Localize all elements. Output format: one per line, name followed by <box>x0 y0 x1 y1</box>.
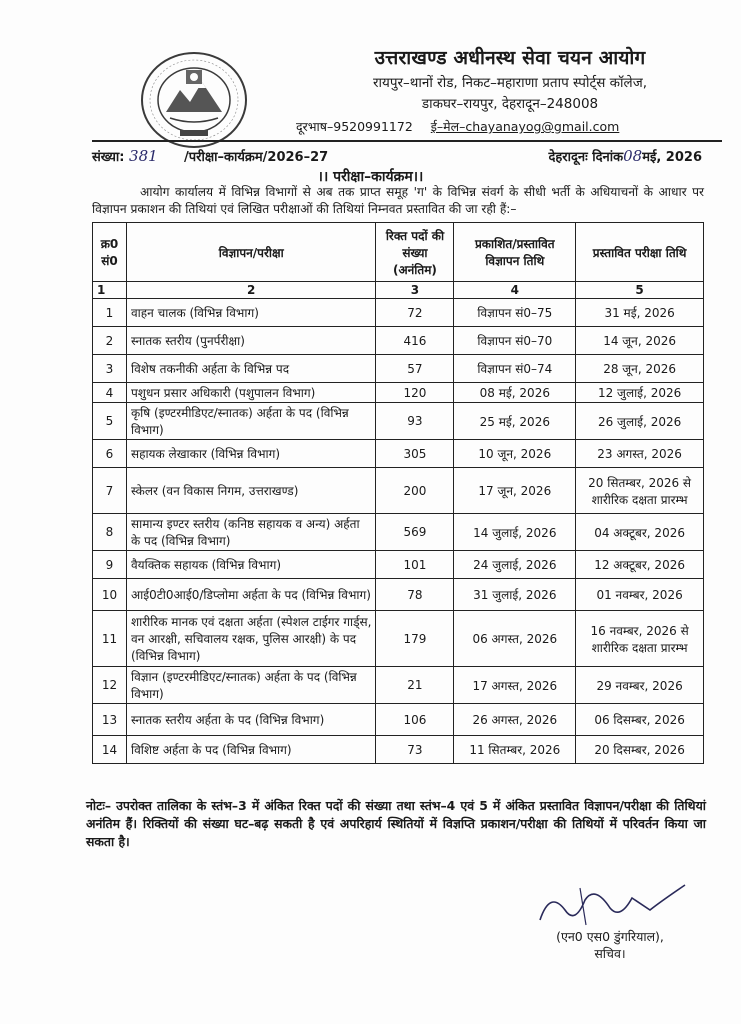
vacancy-cell: 120 <box>376 383 454 403</box>
vacancy-cell: 416 <box>376 327 454 355</box>
advt-date-cell: 08 मई, 2026 <box>454 383 576 403</box>
table-row <box>93 514 704 551</box>
table-row <box>93 355 704 383</box>
serial-cell: 5 <box>93 403 127 440</box>
exam-date-cell: 20 सितम्बर, 2026 से शारीरिक दक्षता प्रारम्भ <box>576 468 704 514</box>
exam-date-cell: 14 जून, 2026 <box>576 327 704 355</box>
advt-date-cell: 14 जुलाई, 2026 <box>454 514 576 551</box>
address-line-1: रायपुर–थानों रोड, निकट–महाराणा प्रताप स्पोर्ट्स कॉलेज, <box>372 75 648 91</box>
commission-title: उत्तराखण्ड अधीनस्थ सेवा चयन आयोग <box>374 47 646 69</box>
exam-name-cell: विशेष तकनीकी अर्हता के विभिन्न पद <box>126 355 376 383</box>
address-line-2: डाकघर–रायपुर, देहरादून–248008 <box>421 96 599 112</box>
exam-name-cell: विज्ञान (इण्टरमीडिएट/स्नातक) अर्हता के पद (विभिन्न विभाग) <box>126 667 376 704</box>
header-serial: क्र0 सं0 <box>93 223 127 282</box>
email-address: ई–मेल–chayanayog@gmail.com <box>430 119 620 134</box>
table-row <box>93 551 704 579</box>
header-divider <box>92 140 722 142</box>
table-row <box>93 704 704 736</box>
vacancy-cell: 93 <box>376 403 454 440</box>
table-row <box>93 327 704 355</box>
table-row <box>93 667 704 704</box>
advt-date-cell: 06 अगस्त, 2026 <box>454 611 576 667</box>
exam-date-cell: 12 अक्टूबर, 2026 <box>576 551 704 579</box>
footnote: नोटः– उपरोक्त तालिका के स्तंभ–3 में अंकित रिक्त पदों की संख्या तथा स्तंभ–4 एवं 5 में अंकित प्रस्तावित विज्ञापन/परीक्षा की तिथियां अनंतिम हैं। रिक्तियों की संख्या घट–बढ़ सकती है एवं अपरिहार्य स्थितियों में विज्ञप्ति प्रकाशन/परीक्षा की तिथियों में परिवर्तन किया जा सकता है। <box>86 798 706 849</box>
signatory-designation: सचिव। <box>594 946 626 961</box>
column-number: 3 <box>376 282 454 299</box>
table-header-row <box>93 223 704 282</box>
exam-name-cell: स्केलर (वन विकास निगम, उत्तराखण्ड) <box>126 468 376 514</box>
serial-cell: 6 <box>93 440 127 468</box>
intro-paragraph: आयोग कार्यालय में विभिन्न विभागों से अब तक प्राप्त समूह 'ग' के विभिन्न संवर्ग के सीधी भर्ती के अधियाचनों के आधार पर विज्ञापन प्रकाशन की तिथियां एवं लिखित परीक्षाओं की तिथियां निम्नवत प्रस्तावित की जा रही हैं:– <box>92 185 704 216</box>
program-code: /परीक्षा–कार्यक्रम/2026–27 <box>184 150 329 165</box>
vacancy-cell: 57 <box>376 355 454 383</box>
exam-name-cell: आई0टी0आई0/डिप्लोमा अर्हता के पद (विभिन्न विभाग) <box>126 579 376 611</box>
table-row <box>93 440 704 468</box>
serial-cell: 12 <box>93 667 127 704</box>
advt-date-cell: 31 जुलाई, 2026 <box>454 579 576 611</box>
number-value: 381 <box>129 147 158 165</box>
date-rest: मई, 2026 <box>642 150 702 165</box>
exam-name-cell: स्नातक स्तरीय (पुनर्परीक्षा) <box>126 327 376 355</box>
serial-cell: 10 <box>93 579 127 611</box>
exam-name-cell: पशुधन प्रसार अधिकारी (पशुपालन विभाग) <box>126 383 376 403</box>
date-prefix: देहरादूनः दिनांक <box>548 150 624 165</box>
serial-cell: 2 <box>93 327 127 355</box>
exam-date-cell: 26 जुलाई, 2026 <box>576 403 704 440</box>
advt-date-cell: विज्ञापन सं0–75 <box>454 299 576 327</box>
advt-date-cell: 26 अगस्त, 2026 <box>454 704 576 736</box>
handwritten-signature-icon <box>520 880 690 930</box>
exam-date-cell: 01 नवम्बर, 2026 <box>576 579 704 611</box>
column-number: 2 <box>126 282 376 299</box>
column-number: 5 <box>576 282 704 299</box>
vacancy-cell: 101 <box>376 551 454 579</box>
table-row <box>93 579 704 611</box>
vacancy-cell: 21 <box>376 667 454 704</box>
date-day: 08 <box>623 147 643 165</box>
vacancy-cell: 106 <box>376 704 454 736</box>
table-row <box>93 383 704 403</box>
vacancy-cell: 200 <box>376 468 454 514</box>
exam-date-cell: 12 जुलाई, 2026 <box>576 383 704 403</box>
serial-cell: 11 <box>93 611 127 667</box>
exam-name-cell: सामान्य इण्टर स्तरीय (कनिष्ठ सहायक व अन्य) अर्हता के पद (विभिन्न विभाग) <box>126 514 376 551</box>
advt-date-cell: विज्ञापन सं0–74 <box>454 355 576 383</box>
vacancy-cell: 179 <box>376 611 454 667</box>
letterhead <box>300 44 720 112</box>
table-row <box>93 468 704 514</box>
exam-name-cell: कृषि (इण्टरमीडिएट/स्नातक) अर्हता के पद (विभिन्न विभाग) <box>126 403 376 440</box>
column-number: 4 <box>454 282 576 299</box>
advt-date-cell: 17 अगस्त, 2026 <box>454 667 576 704</box>
letter-date <box>548 147 702 165</box>
advt-date-cell: विज्ञापन सं0–70 <box>454 327 576 355</box>
exam-date-cell: 31 मई, 2026 <box>576 299 704 327</box>
table-row <box>93 403 704 440</box>
table-row <box>93 611 704 667</box>
serial-cell: 9 <box>93 551 127 579</box>
advt-date-cell: 10 जून, 2026 <box>454 440 576 468</box>
exam-name-cell: विशिष्ट अर्हता के पद (विभिन्न विभाग) <box>126 736 376 764</box>
table-row <box>93 299 704 327</box>
signatory-block <box>510 928 710 962</box>
commission-seal-icon <box>140 50 248 150</box>
serial-cell: 1 <box>93 299 127 327</box>
serial-cell: 14 <box>93 736 127 764</box>
number-label: संख्या: <box>92 150 125 165</box>
serial-cell: 7 <box>93 468 127 514</box>
header-exam-date: प्रस्तावित परीक्षा तिथि <box>576 223 704 282</box>
vacancy-cell: 569 <box>376 514 454 551</box>
exam-date-cell: 23 अगस्त, 2026 <box>576 440 704 468</box>
phone-number: दूरभाष–9520991172 <box>296 119 413 134</box>
exam-date-cell: 20 दिसम्बर, 2026 <box>576 736 704 764</box>
vacancy-cell: 305 <box>376 440 454 468</box>
exam-name-cell: वैयक्तिक सहायक (विभिन्न विभाग) <box>126 551 376 579</box>
exam-schedule-table <box>92 222 704 764</box>
serial-cell: 3 <box>93 355 127 383</box>
exam-date-cell: 28 जून, 2026 <box>576 355 704 383</box>
advt-date-cell: 11 सितम्बर, 2026 <box>454 736 576 764</box>
header-vacancies: रिक्त पदों की संख्या (अनंतिम) <box>376 223 454 282</box>
exam-date-cell: 04 अक्टूबर, 2026 <box>576 514 704 551</box>
exam-date-cell: 16 नवम्बर, 2026 से शारीरिक दक्षता प्रारम्भ <box>576 611 704 667</box>
exam-name-cell: शारीरिक मानक एवं दक्षता अर्हता (स्पेशल टाईगर गार्ड्स, वन आरक्षी, सचिवालय रक्षक, पुलिस आरक्षी) के पद (विभिन्न विभाग) <box>126 611 376 667</box>
exam-name-cell: वाहन चालक (विभिन्न विभाग) <box>126 299 376 327</box>
letter-number <box>92 147 158 165</box>
signatory-name: (एन0 एस0 डुंगरियाल), <box>556 929 664 944</box>
header-advt-date: प्रकाशित/प्रस्तावित विज्ञापन तिथि <box>454 223 576 282</box>
vacancy-cell: 73 <box>376 736 454 764</box>
advt-date-cell: 17 जून, 2026 <box>454 468 576 514</box>
table-row <box>93 736 704 764</box>
exam-name-cell: सहायक लेखाकार (विभिन्न विभाग) <box>126 440 376 468</box>
serial-cell: 4 <box>93 383 127 403</box>
exam-date-cell: 29 नवम्बर, 2026 <box>576 667 704 704</box>
serial-cell: 13 <box>93 704 127 736</box>
column-number-row <box>93 282 704 299</box>
subject-heading: ।। परीक्षा–कार्यक्रम।। <box>317 169 424 185</box>
contact-line <box>296 118 619 135</box>
serial-cell: 8 <box>93 514 127 551</box>
header-exam: विज्ञापन/परीक्षा <box>126 223 376 282</box>
exam-date-cell: 06 दिसम्बर, 2026 <box>576 704 704 736</box>
column-number: 1 <box>93 282 127 299</box>
exam-name-cell: स्नातक स्तरीय अर्हता के पद (विभिन्न विभाग) <box>126 704 376 736</box>
advt-date-cell: 25 मई, 2026 <box>454 403 576 440</box>
vacancy-cell: 72 <box>376 299 454 327</box>
advt-date-cell: 24 जुलाई, 2026 <box>454 551 576 579</box>
vacancy-cell: 78 <box>376 579 454 611</box>
